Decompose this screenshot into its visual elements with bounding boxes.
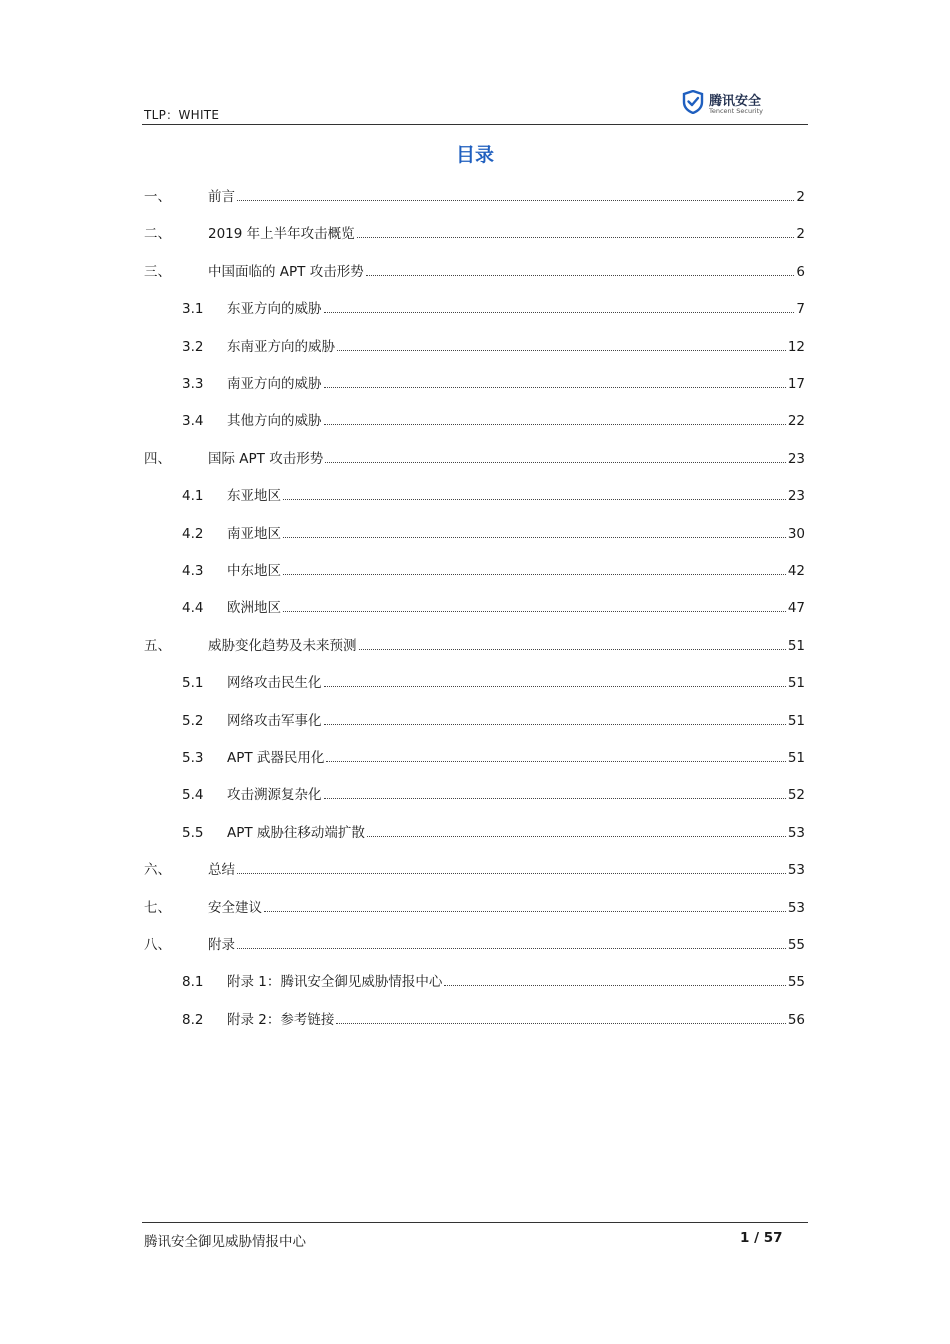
toc-title: 目录 (455, 144, 494, 166)
toc-entry-title[interactable]: 附录 1：腾讯安全御见威胁情报中心 (227, 974, 443, 991)
toc-entry-number: 4.1 (182, 488, 204, 505)
toc-entry-page: 53 (787, 824, 805, 841)
toc-entry-number: 3.1 (182, 301, 204, 318)
toc-entry-page: 53 (787, 862, 805, 879)
footer-org-name: 腾讯安全御见威胁情报中心 (144, 1234, 306, 1250)
toc-entry-title[interactable]: 欧洲地区 (227, 600, 281, 617)
toc-entry-title[interactable]: APT 武器民用化 (227, 750, 325, 766)
toc-entry-number: 5.2 (182, 712, 204, 729)
toc-dot-leader (324, 798, 786, 799)
toc-entry[interactable] (144, 447, 805, 467)
toc-entry-number: 8.1 (182, 974, 204, 991)
toc-entry-page: 51 (787, 750, 805, 766)
toc-entry[interactable] (182, 970, 805, 990)
toc-dot-leader (283, 499, 786, 500)
toc-entry-number: 八、 (144, 937, 171, 953)
toc-entry[interactable] (144, 858, 805, 878)
toc-entry-number: 4.4 (182, 600, 204, 617)
toc-dot-leader (237, 200, 794, 201)
toc-entry-title[interactable]: APT 威胁往移动端扩散 (227, 824, 365, 841)
toc-entry[interactable] (144, 896, 805, 916)
toc-entry-page: 55 (787, 974, 805, 991)
toc-entry-number: 二、 (144, 226, 171, 243)
toc-entry-number: 5.3 (182, 750, 204, 766)
toc-dot-leader (337, 350, 786, 351)
toc-entry-page: 7 (796, 301, 805, 318)
toc-entry[interactable] (182, 709, 805, 729)
toc-entry-number: 五、 (144, 637, 171, 654)
toc-entry-title[interactable]: 安全建议 (208, 899, 262, 916)
toc-dot-leader (264, 911, 786, 912)
toc-entry-title[interactable]: 前言 (208, 189, 235, 205)
toc-entry-title[interactable]: 其他方向的威胁 (227, 413, 322, 430)
logo-name: 腾讯安全 (709, 94, 762, 109)
toc-entry-title[interactable]: 国际 APT 攻击形势 (208, 450, 324, 467)
toc-entry-number: 5.1 (182, 675, 204, 692)
toc-entry-page: 42 (787, 563, 805, 579)
toc-entry-number: 3.3 (182, 376, 204, 392)
toc-dot-leader (283, 611, 786, 612)
toc-entry-title[interactable]: 中东地区 (227, 563, 281, 579)
toc-entry-number: 四、 (144, 450, 171, 467)
toc-dot-leader (366, 275, 795, 276)
toc-entry-title[interactable]: 附录 (208, 937, 235, 953)
toc-entry-number: 六、 (144, 862, 171, 879)
toc-entry-title[interactable]: 附录 2：参考链接 (227, 1011, 335, 1028)
toc-entry-number: 一、 (144, 189, 171, 205)
toc-entry-number: 三、 (144, 263, 171, 280)
toc-entry-title[interactable]: 网络攻击民生化 (227, 675, 322, 692)
toc-entry-page: 53 (787, 899, 805, 916)
toc-entry-page: 55 (787, 937, 805, 953)
toc-entry-title[interactable]: 南亚地区 (227, 525, 281, 542)
toc-entry[interactable] (144, 634, 805, 654)
tlp-label: TLP：WHITE (144, 108, 220, 122)
toc-dot-leader (324, 724, 786, 725)
toc-dot-leader (367, 836, 786, 837)
toc-entry[interactable] (182, 484, 805, 504)
toc-dot-leader (336, 1023, 785, 1024)
toc-entry[interactable] (182, 821, 805, 841)
toc-entry[interactable] (182, 335, 805, 355)
toc-dot-leader (324, 312, 795, 313)
toc-entry[interactable] (144, 260, 805, 280)
header-divider (142, 124, 808, 125)
toc-entry[interactable] (182, 1008, 805, 1028)
toc-entry-number: 4.2 (182, 525, 204, 542)
toc-entry[interactable] (182, 522, 805, 542)
toc-entry[interactable] (182, 671, 805, 691)
toc-entry-page: 23 (787, 450, 805, 467)
toc-dot-leader (357, 237, 795, 238)
toc-entry-page: 47 (787, 600, 805, 617)
toc-entry[interactable] (182, 783, 805, 803)
toc-entry-number: 3.2 (182, 338, 204, 355)
toc-entry-number: 4.3 (182, 563, 204, 579)
toc-entry-number: 5.4 (182, 787, 204, 804)
toc-entry-title[interactable]: 总结 (208, 862, 235, 879)
toc-entry-page: 51 (787, 675, 805, 692)
toc-entry-title[interactable]: 威胁变化趋势及未来预测 (208, 637, 357, 654)
toc-entry-page: 6 (796, 263, 805, 280)
toc-entry-page: 2 (796, 189, 805, 205)
toc-dot-leader (359, 649, 786, 650)
toc-dot-leader (324, 387, 786, 388)
page-number: 1 / 57 (740, 1230, 783, 1246)
toc-entry-page: 12 (787, 338, 805, 355)
toc-entry-number: 5.5 (182, 824, 204, 841)
toc-entry-title[interactable]: 东亚地区 (227, 488, 281, 505)
toc-entry[interactable] (144, 222, 805, 242)
toc-entry-page: 51 (787, 637, 805, 654)
toc-entry[interactable] (144, 933, 805, 953)
toc-entry-title[interactable]: 网络攻击军事化 (227, 712, 322, 729)
toc-entry[interactable] (182, 746, 805, 766)
toc-dot-leader (325, 462, 786, 463)
toc-entry-number: 七、 (144, 899, 171, 916)
toc-entry[interactable] (182, 409, 805, 429)
toc-entry-title[interactable]: 东亚方向的威胁 (227, 301, 322, 318)
toc-dot-leader (326, 761, 785, 762)
toc-entry[interactable] (182, 372, 805, 392)
toc-entry-page: 56 (787, 1011, 805, 1028)
tencent-security-logo (682, 88, 802, 120)
toc-entry-number: 8.2 (182, 1011, 204, 1028)
toc-entry-page: 51 (787, 712, 805, 729)
toc-dot-leader (237, 948, 786, 949)
toc-entry-page: 23 (787, 488, 805, 505)
toc-entry-title[interactable]: 攻击溯源复杂化 (227, 787, 322, 804)
toc-entry-title[interactable]: 中国面临的 APT 攻击形势 (208, 263, 364, 280)
toc-entry[interactable] (182, 559, 805, 579)
toc-entry[interactable] (144, 185, 805, 205)
toc-entry-page: 30 (787, 525, 805, 542)
toc-dot-leader (324, 424, 786, 425)
toc-dot-leader (283, 537, 786, 538)
footer-divider (142, 1222, 808, 1223)
toc-entry-title[interactable]: 东南亚方向的威胁 (227, 338, 335, 355)
toc-entry-number: 3.4 (182, 413, 204, 430)
toc-entry-page: 52 (787, 787, 805, 804)
logo-subtitle: Tencent Security (709, 107, 763, 115)
toc-entry-title[interactable]: 南亚方向的威胁 (227, 376, 322, 392)
toc-dot-leader (324, 686, 786, 687)
toc-entry[interactable] (182, 596, 805, 616)
toc-entry-page: 2 (796, 226, 805, 243)
toc-entry-title[interactable]: 2019 年上半年攻击概览 (208, 226, 355, 243)
toc-dot-leader (237, 873, 786, 874)
shield-icon (682, 90, 704, 114)
toc-entry[interactable] (182, 297, 805, 317)
toc-entry-page: 22 (787, 413, 805, 430)
toc-dot-leader (283, 574, 786, 575)
toc-entry-page: 17 (787, 376, 805, 392)
toc-dot-leader (444, 985, 785, 986)
